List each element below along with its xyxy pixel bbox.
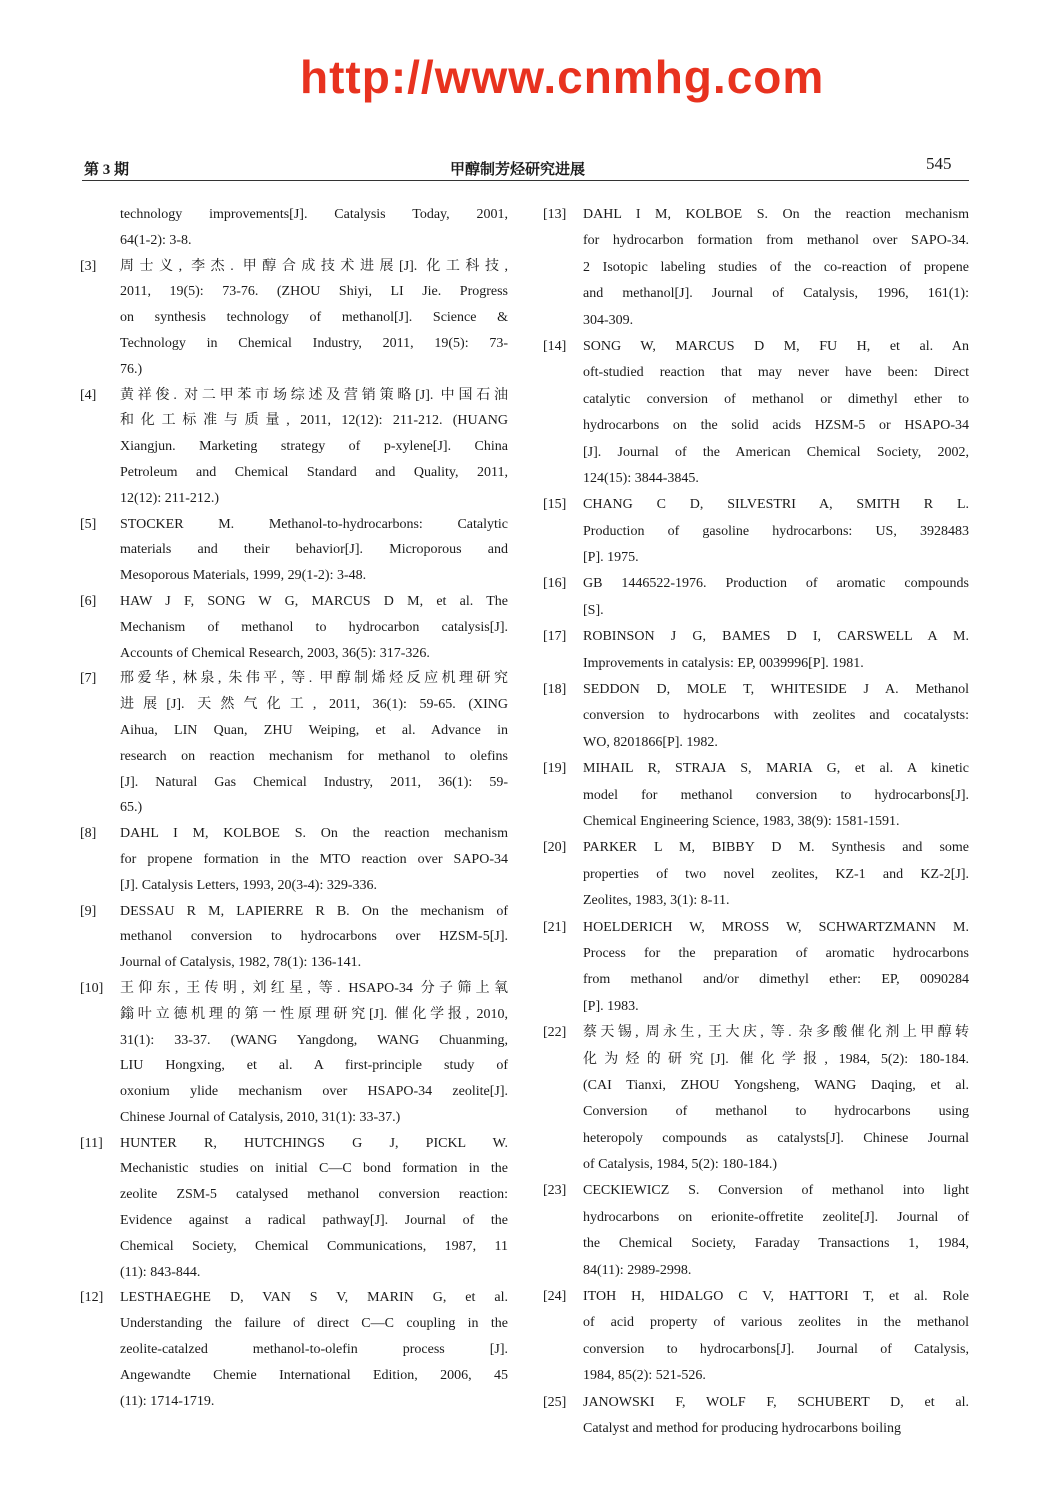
reference-line [543,783,969,809]
reference-entry [80,976,508,1131]
reference-line [80,1337,508,1363]
reference-line [543,281,969,307]
reference-text: Xiangjun. Marketing strategy of p-xylene[J]. China [120,439,508,455]
reference-number: [14] [543,338,567,354]
reference-number: [13] [543,207,567,222]
reference-entry [80,821,508,898]
reference-text: hydrocarbons on the solid acids HZSM-5 or HSAPO-34 [583,418,969,434]
reference-line [543,1073,969,1099]
reference-line [80,899,508,925]
reference-text: Petroleum and Chemical Standard and Quality, 2011, [120,464,508,480]
reference-entry [543,334,969,492]
reference-entry [80,202,508,254]
reference-line [543,1390,969,1416]
reference-line [80,357,508,383]
reference-text: from methanol and/or dimethyl ether: EP, 0090284 [583,972,969,988]
reference-text: DESSAU R M, LAPIERRE R B. On the mechanism of [120,903,508,919]
reference-text: CHANG C D, SILVESTRI A, SMITH R L. [583,497,969,513]
reference-text: research on reaction mechanism for methanol to olefins [120,748,508,764]
reference-line [543,967,969,993]
reference-line [543,1284,969,1310]
reference-text: Mechanistic studies on initial C—C bond formation in the [120,1161,508,1177]
reference-text: 64(1-2): 3-8. [120,232,192,248]
reference-line [543,1363,969,1389]
reference-text: Accounts of Chemical Research, 2003, 36(5): 317-326. [120,645,430,661]
reference-line [80,1002,508,1028]
reference-number: [19] [543,761,567,777]
reference-line [80,434,508,460]
reference-text: methanol conversion to hydrocarbons over HZSM-5[J]. [120,929,508,945]
reference-text: and methanol[J]. Journal of Catalysis, 1996, 161(1): [583,286,969,302]
reference-text: Evidence against a radical pathway[J]. Journal of the [120,1213,508,1229]
reference-line [80,1182,508,1208]
reference-text: 31(1): 33-37. (WANG Yangdong, WANG Chuanming, [120,1032,508,1048]
reference-line [80,202,508,228]
reference-text: 和化工标准与质量, 2011, 12(12): 211-212. (HUANG [120,413,508,429]
reference-text: 65.) [120,800,143,816]
reference-line [543,730,969,756]
reference-text: STOCKER M. Methanol-to-hydrocarbons: Catalytic [120,516,508,532]
reference-entry [543,1178,969,1284]
reference-entry [543,915,969,1021]
reference-number: [20] [543,840,567,856]
reference-line [543,440,969,466]
reference-line [80,279,508,305]
reference-text: model for methanol conversion to hydrocarbons[J]. [583,787,969,803]
reference-entry [80,899,508,976]
reference-line [543,519,969,545]
reference-text: 2011, 19(5): 73-76. (ZHOU Shiyi, LI Jie. Progress [120,284,508,300]
reference-text: 124(15): 3844-3845. [583,470,699,486]
reference-text: DAHL I M, KOLBOE S. On the reaction mechanism [120,826,508,842]
reference-text: 304-309. [583,312,634,328]
reference-line [80,1208,508,1234]
reference-text: for hydrocarbon formation from methanol over SAPO-34. [583,233,969,249]
reference-text: (11): 843-844. [120,1264,201,1280]
reference-line [543,703,969,729]
reference-line [80,718,508,744]
reference-line [80,924,508,950]
reference-line [543,255,969,281]
reference-number: [25] [543,1394,567,1410]
reference-number: [3] [80,258,97,274]
reference-entry [80,383,508,512]
reference-text: JANOWSKI F, WOLF F, SCHUBERT D, et al. [583,1394,969,1410]
reference-text: materials and their behavior[J]. Microporous and [120,542,508,558]
reference-text: [J]. Natural Gas Chemical Industry, 2011, 36(1): 59- [120,774,508,790]
reference-text: properties of two novel zeolites, KZ-1 and KZ-2[J]. [583,866,969,882]
reference-text: Angewandte Chemie International Edition, 2006, 45 [120,1367,508,1383]
reference-text: 化为烃的研究[J]. 催化学报, 1984, 5(2): 180-184. [583,1051,969,1067]
reference-line [543,1178,969,1204]
reference-line [543,915,969,941]
reference-line [543,862,969,888]
reference-line [543,1310,969,1336]
reference-line [80,847,508,873]
reference-text: conversion to hydrocarbons[J]. Journal of Catalysis, [583,1341,969,1357]
reference-line [80,1028,508,1054]
reference-text: [P]. 1975. [583,550,639,566]
reference-line [543,598,969,624]
reference-line [543,1258,969,1284]
reference-entry [543,1390,969,1443]
running-title: 甲醇制芳烃研究进展 [450,162,586,178]
reference-line [543,1152,969,1178]
reference-text: Production of gasoline hydrocarbons: US, 3928483 [583,523,969,539]
reference-line [543,202,969,228]
page-number: 545 [926,154,952,173]
reference-text: Journal of Catalysis, 1982, 78(1): 136-141. [120,955,362,971]
reference-line [80,795,508,821]
references-right-column [543,202,969,1442]
reference-text: 进展[J]. 天然气化工, 2011, 36(1): 59-65. (XING [120,697,508,713]
reference-line [80,744,508,770]
reference-number: [24] [543,1289,567,1305]
reference-text: 76.) [120,361,143,377]
reference-text: Understanding the failure of direct C—C coupling in the [120,1316,508,1332]
reference-line [80,1234,508,1260]
reference-line [543,387,969,413]
reference-text: 12(12): 211-212.) [120,490,220,506]
reference-text: [S]. [583,602,604,618]
reference-text: ROBINSON J G, BAMES D I, CARSWELL A M. [583,629,969,645]
reference-text: [P]. 1983. [583,998,639,1014]
reference-line [543,545,969,571]
reference-text: on synthesis technology of methanol[J]. Science & [120,310,508,326]
reference-text: [J]. Catalysis Letters, 1993, 20(3-4): 329-336. [120,877,378,893]
reference-line [543,1231,969,1257]
reference-text: ITOH H, HIDALGO C V, HATTORI T, et al. Role [583,1289,969,1305]
reference-line [80,873,508,899]
reference-number: [4] [80,387,97,403]
reference-line [543,677,969,703]
reference-line [80,1363,508,1389]
reference-text: SEDDON D, MOLE T, WHITESIDE J A. Methanol [583,682,969,698]
reference-number: [12] [80,1290,104,1306]
reference-number: [10] [80,980,104,996]
reference-line [543,651,969,677]
reference-line [80,641,508,667]
reference-text: catalytic conversion of methanol or dimethyl ether to [583,391,969,407]
reference-text: Chemical Society, Chemical Communications, 1987, 11 [120,1238,508,1254]
reference-entry [543,756,969,835]
reference-number: [16] [543,576,567,592]
reference-text: zeolite-catalzed methanol-to-olefin process [J]. [120,1342,508,1358]
reference-text: (CAI Tianxi, ZHOU Yongsheng, WANG Daqing, et al. [583,1077,969,1093]
reference-line [80,1311,508,1337]
reference-line [80,821,508,847]
reference-line [80,331,508,357]
reference-text: zeolite ZSM-5 catalysed methanol conversion reaction: [120,1187,508,1203]
reference-entry [543,835,969,914]
reference-number: [6] [80,593,97,609]
reference-entry [80,589,508,666]
reference-number: [18] [543,682,567,698]
reference-text: Chinese Journal of Catalysis, 2010, 31(1): 33-37.) [120,1109,401,1125]
reference-line [543,1416,969,1442]
watermark: http://www.cnmhg.com [300,51,825,103]
reference-text: heteropoly compounds as catalysts[J]. Chinese Journal [583,1130,969,1146]
reference-line [543,835,969,861]
reference-text: 黄祥俊. 对二甲苯市场综述及营销策略[J]. 中国石油 [120,387,508,403]
reference-text: of acid property of various zeolites in the methanol [583,1315,969,1331]
reference-text: HOELDERICH W, MROSS W, SCHWARTZMANN M. [583,919,969,935]
reference-number: [21] [543,919,567,935]
reference-number: [7] [80,671,97,687]
reference-line [543,941,969,967]
reference-text: CECKIEWICZ S. Conversion of methanol into light [583,1183,969,1199]
reference-text: 蔡天锡, 周永生, 王大庆, 等. 杂多酸催化剂上甲醇转 [583,1025,969,1041]
reference-text: HAW J F, SONG W G, MARCUS D M, et al. The [120,593,508,609]
reference-line [543,228,969,254]
reference-number: [11] [80,1135,103,1151]
reference-line [80,1079,508,1105]
reference-line [543,624,969,650]
reference-line [543,1099,969,1125]
reference-line [80,1260,508,1286]
reference-text: the Chemical Society, Faraday Transactions 1, 1984, [583,1236,969,1252]
reference-text: DAHL I M, KOLBOE S. On the reaction mechanism [583,207,969,222]
reference-line [80,254,508,280]
reference-text: conversion to hydrocarbons with zeolites and cocatalysts: [583,708,969,724]
reference-line [80,228,508,254]
reference-line [80,1105,508,1131]
reference-line [543,994,969,1020]
reference-line [543,809,969,835]
reference-entry [80,1131,508,1286]
reference-entry [543,571,969,624]
reference-line [80,305,508,331]
reference-line [543,413,969,439]
reference-text: Technology in Chemical Industry, 2011, 19(5): 73- [120,335,508,351]
reference-text: oxonium ylide mechanism over HSAPO-34 zeolite[J]. [120,1084,508,1100]
reference-text: of Catalysis, 1984, 5(2): 180-184.) [583,1157,778,1173]
reference-text: Zeolites, 1983, 3(1): 8-11. [583,893,730,909]
reference-number: [15] [543,497,567,513]
reference-number: [22] [543,1025,567,1041]
reference-line [543,1205,969,1231]
reference-line [543,1337,969,1363]
reference-line [80,486,508,512]
reference-line [80,563,508,589]
reference-entry [80,666,508,821]
reference-line [80,589,508,615]
references-left-column [80,202,508,1414]
reference-line [543,492,969,518]
reference-number: [8] [80,826,97,842]
reference-text: Mechanism of methanol to hydrocarbon catalysis[J]. [120,619,508,635]
reference-line [80,1156,508,1182]
reference-text: 1984, 85(2): 521-526. [583,1368,706,1384]
reference-line [80,615,508,641]
reference-entry [543,202,969,334]
reference-line [80,383,508,409]
reference-text: (11): 1714-1719. [120,1393,215,1409]
reference-number: [9] [80,903,97,919]
reference-line [543,1047,969,1073]
reference-line [543,360,969,386]
reference-line [543,1126,969,1152]
reference-text: PARKER L M, BIBBY D M. Synthesis and some [583,840,969,856]
reference-line [80,512,508,538]
reference-line [80,666,508,692]
reference-line [543,308,969,334]
reference-entry [543,492,969,571]
reference-line [80,770,508,796]
reference-text: hydrocarbons on erionite-offretite zeolite[J]. Journal of [583,1209,969,1225]
reference-line [80,537,508,563]
reference-line [80,976,508,1002]
reference-entry [80,1285,508,1414]
reference-text: Conversion of methanol to hydrocarbons using [583,1104,969,1120]
reference-text: LIU Hongxing, et al. A first-principle study of [120,1058,508,1074]
reference-line [80,408,508,434]
reference-line [543,571,969,597]
reference-text: Mesoporous Materials, 1999, 29(1-2): 3-48. [120,568,367,584]
reference-text: 84(11): 2989-2998. [583,1262,692,1278]
reference-text: WO, 8201866[P]. 1982. [583,734,718,750]
reference-line [80,460,508,486]
reference-text: Aihua, LIN Quan, ZHU Weiping, et al. Advance in [120,722,508,738]
reference-line [543,888,969,914]
reference-number: [17] [543,629,567,645]
reference-text: SONG W, MARCUS D M, FU H, et al. An [583,338,969,354]
header-rule [82,180,969,181]
reference-entry [80,512,508,589]
reference-text: Improvements in catalysis: EP, 0039996[P]. 1981. [583,655,864,671]
reference-line [543,756,969,782]
reference-line [80,950,508,976]
reference-line [80,1053,508,1079]
reference-number: [5] [80,516,97,532]
reference-text: 2 Isotopic labeling studies of the co-reaction of propene [583,259,969,275]
reference-text: technology improvements[J]. Catalysis Today, 2001, [120,207,508,222]
reference-number: [23] [543,1183,567,1199]
reference-text: Process for the preparation of aromatic hydrocarbons [583,945,969,961]
reference-text: 鎓叶立德机理的第一性原理研究[J]. 催化学报, 2010, [120,1006,508,1022]
reference-text: HUNTER R, HUTCHINGS G J, PICKL W. [120,1135,508,1151]
reference-entry [543,677,969,756]
reference-line [80,1285,508,1311]
reference-text: Chemical Engineering Science, 1983, 38(9): 1581-1591. [583,813,900,829]
reference-entry [80,254,508,383]
reference-text: MIHAIL R, STRAJA S, MARIA G, et al. A kinetic [583,761,969,777]
reference-text: LESTHAEGHE D, VAN S V, MARIN G, et al. [120,1290,508,1306]
reference-line [543,334,969,360]
reference-text: GB 1446522-1976. Production of aromatic compounds [583,576,969,592]
reference-entry [543,1284,969,1390]
reference-line [80,692,508,718]
reference-line [543,1020,969,1046]
reference-text: Catalyst and method for producing hydrocarbons boiling [583,1420,902,1436]
reference-text: 王仰东, 王传明, 刘红星, 等. HSAPO-34 分子筛上氧 [120,980,508,996]
reference-line [80,1131,508,1157]
reference-text: [J]. Journal of the American Chemical Society, 2002, [583,444,969,460]
reference-entry [543,624,969,677]
reference-text: 邢爱华, 林泉, 朱伟平, 等. 甲醇制烯烃反应机理研究 [120,671,508,687]
reference-text: oft-studied reaction that may never have been: Direct [583,365,969,381]
reference-line [80,1389,508,1415]
issue-label: 第 3 期 [84,162,130,178]
reference-text: 周士义, 李杰. 甲醇合成技术进展[J]. 化工科技, [120,258,508,274]
reference-entry [543,1020,969,1178]
reference-text: for propene formation in the MTO reaction over SAPO-34 [120,851,508,867]
reference-line [543,466,969,492]
